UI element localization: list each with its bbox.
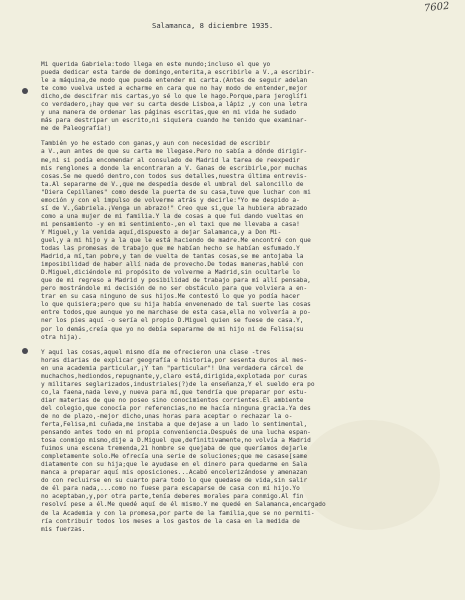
letter-body	[41, 61, 459, 534]
text-line: todas las promesas de trabajo que me habían hecho se habían esfumado.Y	[41, 245, 300, 253]
text-line: mis renglones a donde la encontraran a V. Ganas de escribirle,por muchas	[41, 164, 308, 172]
text-line: También yo he estado con ganas,y aun con necesidad de escribir	[41, 140, 271, 148]
text-line: Y Miguel,y la venida aquí,dispuesto a dejar Salamanca,y a Don Mi-	[41, 228, 282, 236]
text-line: que de mi regreso a Madrid y posibilidad de trabajo para mí allí pensaba,	[41, 277, 311, 285]
text-line: guel,y a mi hijo y a la que le está haciendo de madre.Me encontré con que	[41, 236, 311, 244]
text-line: mis fuerzas.	[41, 525, 86, 533]
margin-bullet-mark	[22, 348, 28, 354]
text-line: me,ni si podía encomendar al consulado de Madrid la tarea de reexpedir	[41, 156, 300, 164]
text-line: do con recluirse en su cuarto para todo lo que quedase de vida,sin salir	[41, 477, 308, 485]
text-line: y militares seglarizados,industriales(?)de la enseñanza,Y el sueldo era po	[41, 380, 315, 388]
paragraph	[41, 140, 459, 341]
letter-date-heading: Salamanca, 8 diciembre 1935.	[152, 21, 274, 30]
text-line: Madrid,a mí,tan pobre,y tan de vuelta de tantas cosas,se me antojaba la	[41, 253, 304, 261]
text-line: muchachos,hediondos,repugnante,y,claro está,dirigida,explotada por curas	[41, 372, 308, 380]
text-line: a V.,aun antes de que su carta me llegase.Pero no sabía a dónde dirigir-	[41, 148, 308, 156]
text-line: de él para nada,...como no fuese para escaparse de casa con mi hijo.Yo	[41, 485, 300, 493]
text-line: co verdadero,¡hay que ver su carta desde Lisboa,a lápiz ,y con una letra	[41, 101, 308, 109]
text-line: trar en su casa ninguno de sus hijos.Me contestó lo que yo podía hacer	[41, 293, 300, 301]
text-line: y una manera de ordenar las páginas escritas,que en mi vida he sudado	[41, 109, 297, 117]
text-line: de no de plazo,-mejor dicho,unas horas para aceptar o rechazar la o-	[41, 412, 293, 420]
margin-bullet-mark	[22, 88, 28, 94]
text-line: diar materias de que no poseo sino conocimientos corrientes.El ambiente	[41, 396, 304, 404]
text-line: Y aquí las cosas,aquel mismo día me ofrecieron una clase -tres	[41, 348, 271, 356]
text-line: co,la faena,nada leve,y nueva para mí,que tendría que preparar por estu-	[41, 388, 308, 396]
text-line: "Diera Cepillanes" como desde la puerta de su casa,tuve que luchar con mi	[41, 188, 311, 196]
text-line: de la Academia y con la promesa,por parte de la familia,que se no permiti-	[41, 509, 315, 517]
text-line: sí de V.,Gabriela.¡Venga un abrazo!" Creo que si,que la hubiera abrazado	[41, 204, 308, 212]
text-line: por lo demás,creía que yo no debía separarme de mi hijo ni de Felisa(su	[41, 325, 304, 333]
text-line: manca a preparar aquí mis oposiciones...Acabó encolerizándose y amenazan	[41, 469, 308, 477]
text-line: completamente solo.Me ofrecía una serie de soluciones;que me casase[same	[41, 453, 308, 461]
text-line: otra hija).	[41, 333, 82, 341]
text-line: pero mostrándole mi decisión de no ser obstáculo para que volviera a en-	[41, 285, 308, 293]
text-line: fuimos una escena tremenda,21 hombre se quejaba de que queríamos dejarle	[41, 445, 308, 453]
text-line: te como vuelva usted a echarme en cara que no hay modo de entender,mejor	[41, 85, 308, 93]
text-line: ner los pies aquí -o sería el propio D.Miguel quien se fuese de casa.Y,	[41, 317, 304, 325]
text-line: lo que quisiera;pero que su hija había envenenado de tal suerte las cosas	[41, 301, 311, 309]
text-line: dicho,de descifrar mis cartas,yo sé lo que le hago.Porque,para jeroglífi	[41, 93, 308, 101]
text-line: tosa conmigo mismo,dije a D.Miguel que,definitivamente,no volvía a Madrid	[41, 437, 311, 445]
paragraph-gap	[41, 342, 459, 349]
text-line: mi pensamiento -y en mi sentimiento-,en el taxi que me llevaba a casa!	[41, 220, 300, 228]
text-line: cosas.Se me quedó dentro,con todos sus detalles,nuestra última entrevis-	[41, 172, 308, 180]
paragraph	[41, 349, 459, 534]
text-line: del colegio,que conocía por referencias,no me hacía ninguna gracia.Ya des	[41, 404, 311, 412]
text-line: resolví pese a él.Me quedé aquí de él mismo.Y me quedé en Salamanca,encargado	[41, 501, 326, 509]
text-line: horas diarias de explicar geografía e historia,por sesenta duros al mes-	[41, 356, 308, 364]
text-line: ría contribuir todos los meses a los gastos de la casa en la medida de	[41, 517, 300, 525]
page-number: 7602	[423, 0, 450, 15]
text-line: entre todos,que aunque yo me marchase de esta casa,ella no volvería a po-	[41, 309, 311, 317]
text-line: emoción y con el impulso de volverme atrás y decirle:"Yo me despido a-	[41, 196, 300, 204]
text-line: en una academia particular,¡Y tan "particular"! Una verdadera cárcel de	[41, 364, 304, 372]
text-line: D.Miguel,diciéndole mi propósito de volverme a Madrid,sin ocultarle lo	[41, 269, 300, 277]
text-line: ta.Al separarme de V.,que me despedía desde el umbral del saloncillo de	[41, 180, 304, 188]
text-line: ferta,Felisa,mi cuñada,me instaba a que dejase a un lado lo sentimental,	[41, 421, 308, 429]
text-line: como a una mujer de mi familia.Y la de cosas a que fui dando vueltas en	[41, 212, 304, 220]
text-line: no aceptaban,y,por otra parte,tenía deberes morales para conmigo.Al fin	[41, 493, 304, 501]
text-line: pensando antes todo en mi propia conveniencia.Después de una lucha espan-	[41, 429, 311, 437]
text-line: pueda dedicar esta tarde de domingo,enterita,a escribirle a V.,a escribir-	[41, 69, 315, 77]
text-line: me de Paleografía!)	[41, 125, 112, 133]
text-line: Mi querida Gabriela:todo llega en este mundo;incluso el que yo	[41, 61, 271, 68]
text-line: imposibilidad de haber allí nada de provecho.De todas maneras,hablé con	[41, 261, 304, 269]
paragraph	[41, 61, 459, 133]
text-line: diatamente con su hija;que le ayudase en el dinero para quedarme en Sala	[41, 461, 308, 469]
text-line: más para destripar un escrito,ni siquiera cuando he tenido que examinar-	[41, 117, 308, 125]
text-line: le a máquina,de modo que pueda entender mi carta.(Antes de seguir adelan	[41, 77, 308, 85]
